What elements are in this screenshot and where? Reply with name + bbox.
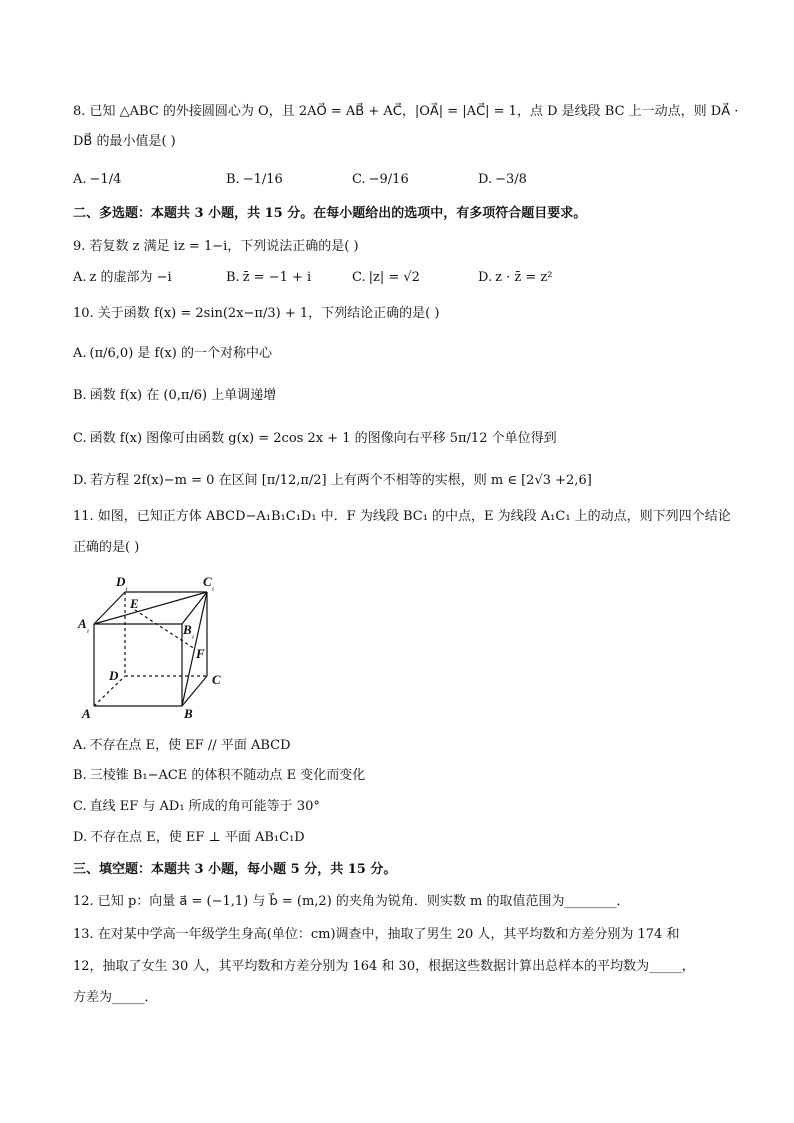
q8-option-b: B. −1/16 (226, 172, 283, 187)
q8-stem-line2: DB⃗ 的最小值是( ) (73, 134, 176, 149)
q13-stem-line3: 方差为_____． (73, 990, 158, 1005)
q8-option-d: D. −3/8 (478, 172, 527, 187)
label-b1: $B_{_1}$ (183, 622, 195, 639)
q9-option-d: D. z · z̄ = z² (478, 270, 553, 285)
q13-stem-line2: 12，抽取了女生 30 人，其平均数和方差分别为 164 和 30，根据这些数据计算出总样本的平均数为_____， (73, 959, 695, 974)
q11-option-c: C. 直线 EF 与 AD₁ 所成的角可能等于 30° (73, 799, 320, 814)
q10-option-b: B. 函数 f(x) 在 (0,π/6) 上单调递增 (73, 388, 277, 403)
diag-a1c1 (94, 592, 207, 624)
q10-option-c: C. 函数 f(x) 图像可由函数 g(x) = 2cos 2x + 1 的图像向右平移 5π/12 个单位得到 (73, 431, 557, 446)
label-d: D (109, 668, 119, 683)
q11-option-a: A. 不存在点 E，使 EF // 平面 ABCD (73, 738, 291, 753)
q10-stem: 10. 关于函数 f(x) = 2sin(2x−π/3) + 1，下列结论正确的是( ) (73, 306, 440, 321)
q9-stem: 9. 若复数 z 满足 iz = 1−i，下列说法正确的是( ) (73, 239, 359, 254)
q13-stem-line1: 13. 在对某中学高一年级学生身高(单位：cm)调查中，抽取了男生 20 人，其平均数和方差分别为 174 和 (73, 927, 680, 942)
section2-heading: 二、多选题：本题共 3 小题，共 15 分。在每小题给出的选项中，有多项符合题目要求。 (73, 206, 587, 221)
q8-stem-line1: 8. 已知 △ABC 的外接圆圆心为 O，且 2AO⃗ = AB⃗ + AC⃗，|OA⃗| = |AC⃗| = 1，点 D 是线段 BC 上一动点，则 DA⃗ · (73, 104, 739, 119)
label-c: C (212, 672, 221, 687)
q12-stem: 12. 已知 p：向量 a⃗ = (−1,1) 与 b⃗ = (m,2) 的夹角为锐角．则实数 m 的取值范围为________． (73, 894, 630, 909)
q8-option-a: A. −1/4 (73, 172, 122, 187)
q10-option-a: A. (π/6,0) 是 f(x) 的一个对称中心 (73, 346, 272, 361)
q11-stem-line2: 正确的是( ) (73, 540, 140, 555)
label-d1: $D_{_1}$ (116, 574, 129, 591)
q11-option-b: B. 三棱锥 B₁−ACE 的体积不随动点 E 变化而变化 (73, 768, 366, 783)
section3-heading: 三、填空题：本题共 3 小题，每小题 5 分，共 15 分。 (73, 862, 397, 877)
cube-figure (76, 572, 236, 720)
label-c1: $C_{_1}$ (203, 574, 215, 591)
q9-option-c: C. |z| = √2 (352, 270, 420, 285)
q9-option-b: B. z̄ = −1 + i (226, 270, 312, 285)
q11-stem-line1: 11. 如图，已知正方体 ABCD−A₁B₁C₁D₁ 中．F 为线段 BC₁ 的中点，E 为线段 A₁C₁ 上的动点，则下列四个结论 (73, 509, 731, 524)
cube-diagram (76, 572, 236, 720)
q8-option-c: C. −9/16 (352, 172, 409, 187)
q10-option-d: D. 若方程 2f(x)−m = 0 在区间 [π/12,π/2] 上有两个不相等的实根，则 m ∈ [2√3 +2,6] (73, 473, 592, 488)
label-a: A (82, 706, 91, 720)
label-a1: $A_{_1}$ (78, 616, 90, 633)
label-e: E (130, 596, 139, 611)
label-b: B (184, 706, 193, 720)
q11-option-d: D. 不存在点 E，使 EF ⊥ 平面 AB₁C₁D (73, 830, 305, 845)
label-f: F (196, 646, 205, 661)
q9-option-a: A. z 的虚部为 −i (73, 270, 172, 285)
